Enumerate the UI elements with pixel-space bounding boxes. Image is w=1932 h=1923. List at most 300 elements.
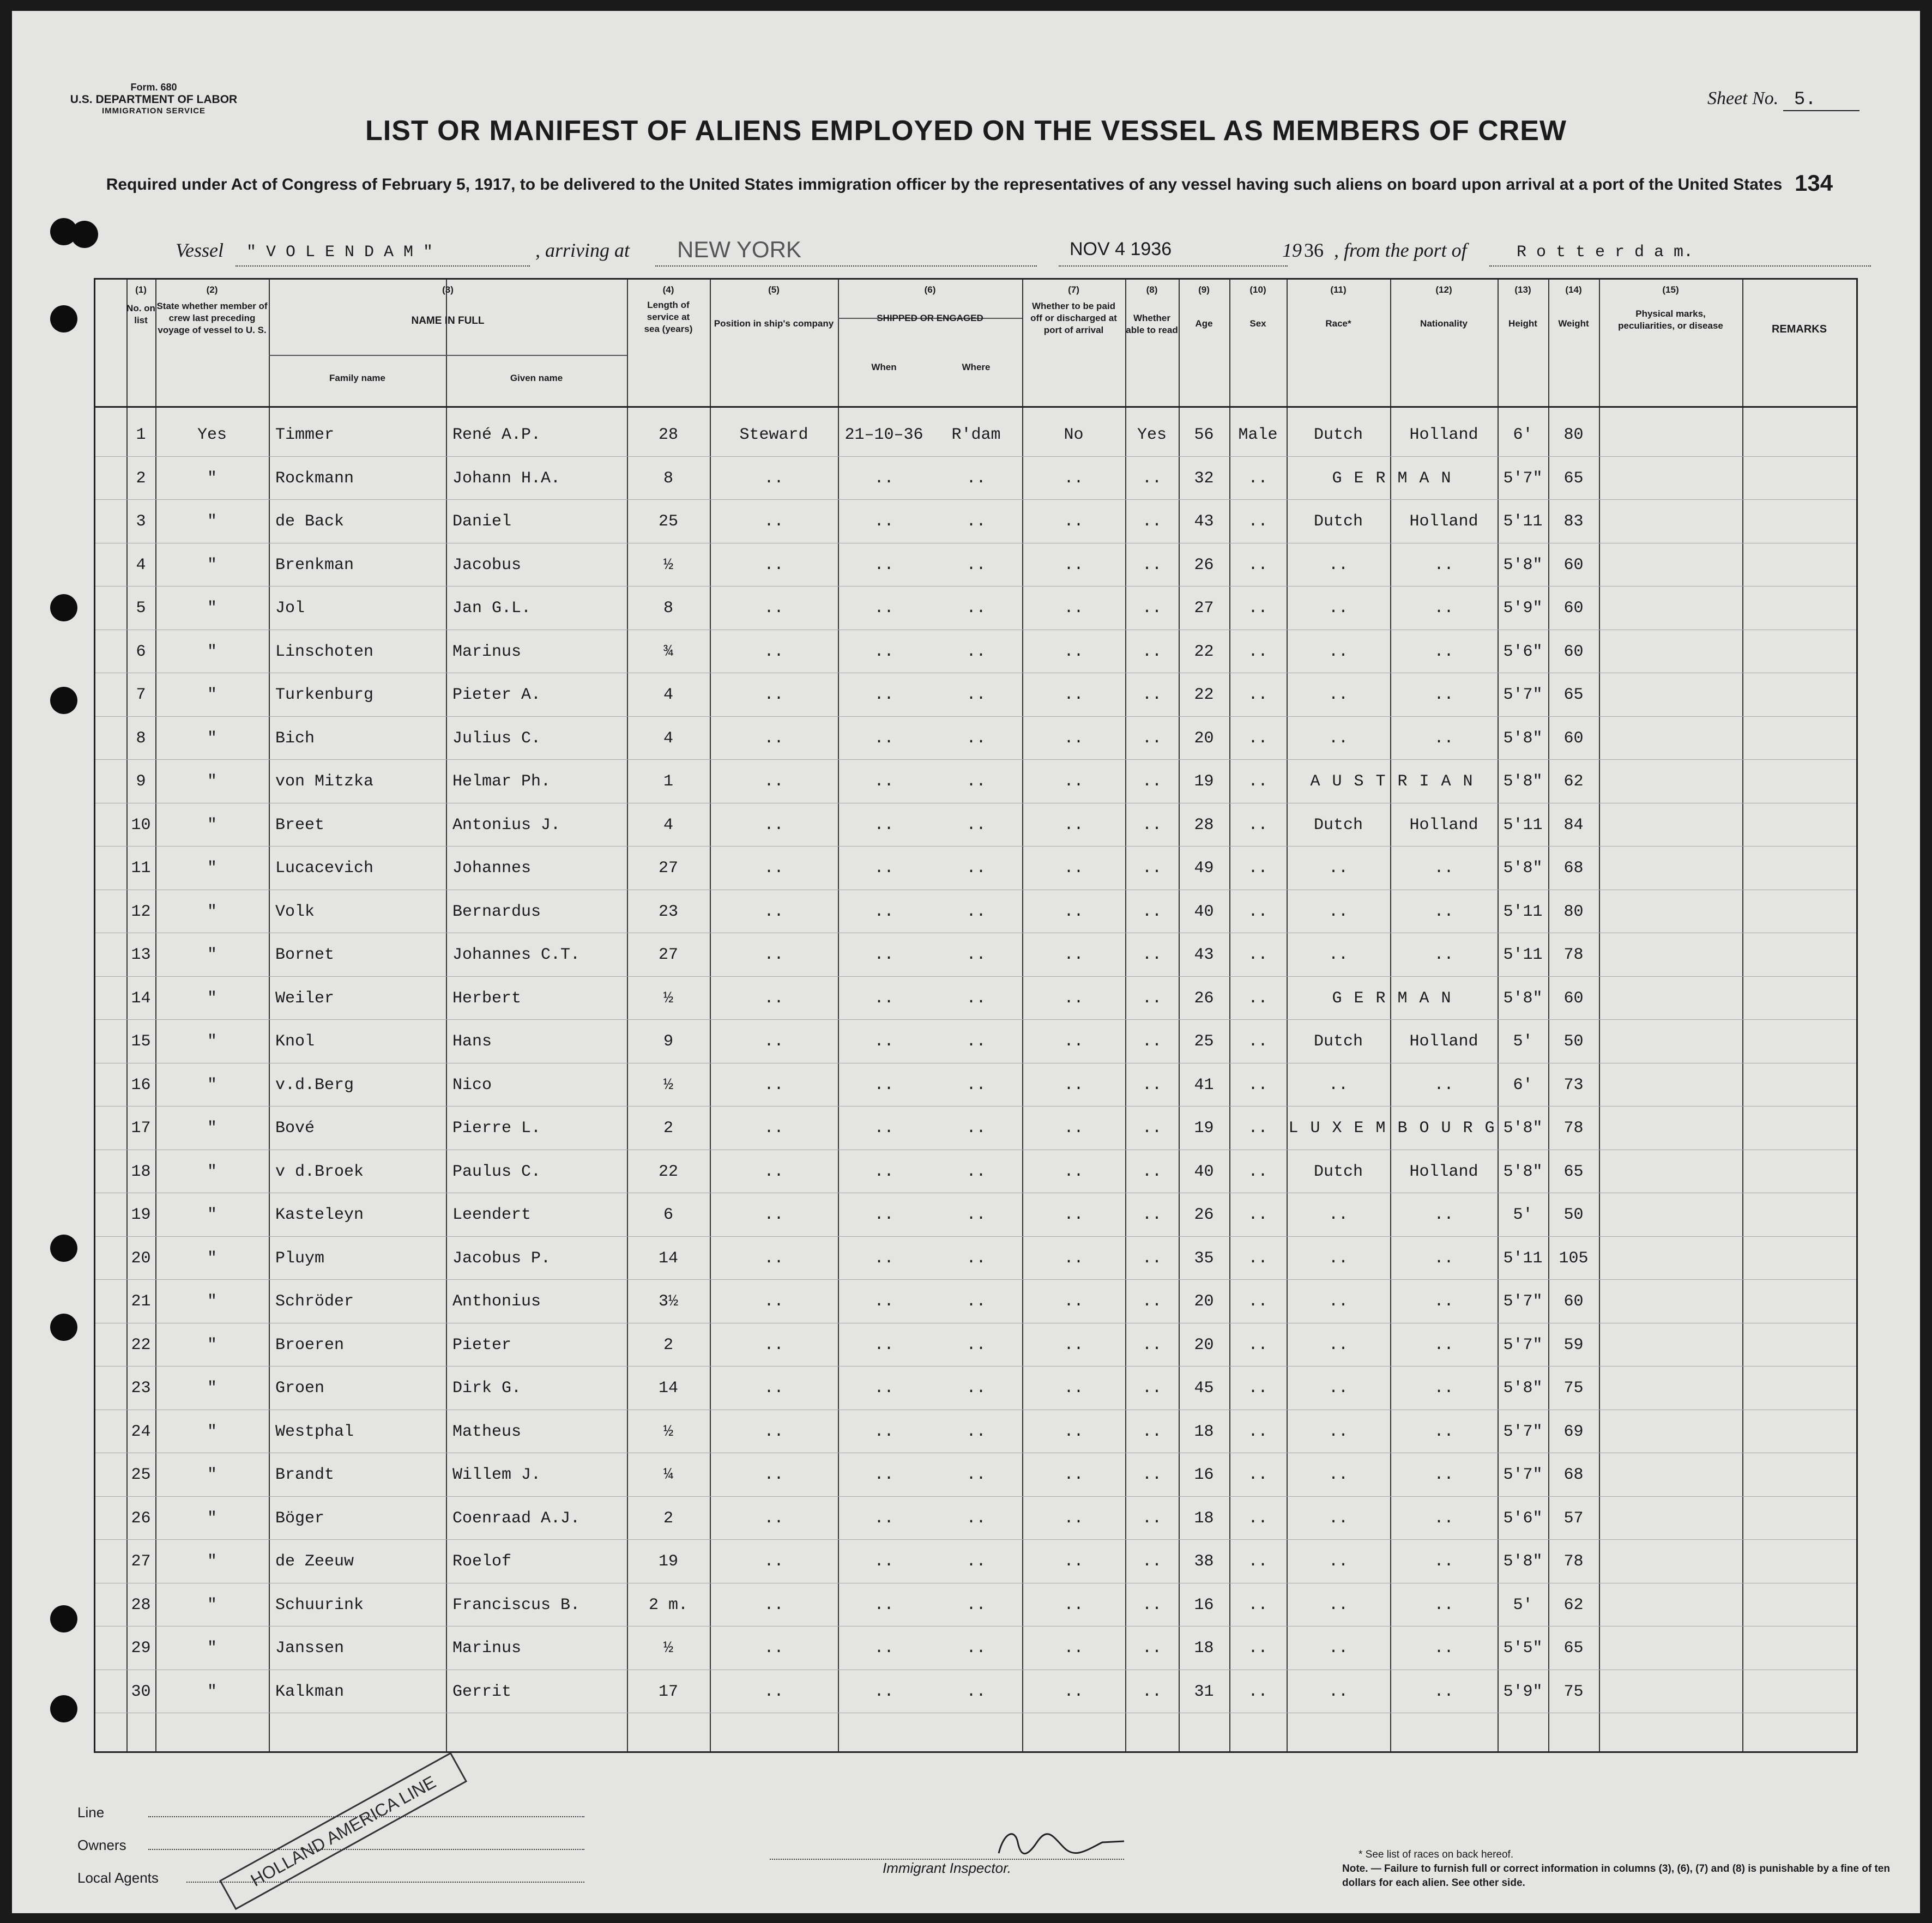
cell-read: .. xyxy=(1142,599,1162,618)
cell-where: .. xyxy=(966,1206,986,1224)
vessel-label: Vessel xyxy=(176,239,224,261)
cell-weight: 80 xyxy=(1563,426,1584,444)
cell-prev: " xyxy=(207,642,217,661)
cell-age: 40 xyxy=(1194,1162,1214,1181)
cell-read: .. xyxy=(1142,1162,1162,1181)
cell-prev: " xyxy=(207,946,217,964)
cell-race: .. xyxy=(1328,1595,1348,1614)
punch-hole xyxy=(50,1235,77,1262)
cell-where: .. xyxy=(966,989,986,1008)
cell-race: .. xyxy=(1328,1552,1348,1571)
cell-sex: .. xyxy=(1248,599,1268,618)
cell-sex: .. xyxy=(1248,555,1268,575)
cell-age: 19 xyxy=(1194,772,1214,791)
cell-family: Jol xyxy=(275,599,305,618)
cell-paid: .. xyxy=(1064,989,1084,1008)
cell-paid: .. xyxy=(1064,1552,1084,1571)
sheet-value: 5. xyxy=(1783,89,1859,111)
departure-port: R o t t e r d a m. xyxy=(1517,243,1694,262)
cell-nat: .. xyxy=(1434,599,1454,618)
cell-prev: " xyxy=(207,1335,217,1354)
cell-read: .. xyxy=(1142,1639,1162,1658)
cell-weight: 78 xyxy=(1563,1119,1584,1138)
cell-when: .. xyxy=(874,1292,894,1311)
cell-given: Daniel xyxy=(452,512,512,531)
cell-prev: " xyxy=(207,1682,217,1701)
cell-read: .. xyxy=(1142,469,1162,488)
cell-when: .. xyxy=(874,1206,894,1224)
header-given-name: Given name xyxy=(510,373,563,383)
cell-race: Dutch xyxy=(1313,426,1363,444)
cell-no: 26 xyxy=(131,1509,151,1528)
cell-sex: .. xyxy=(1248,902,1268,921)
cell-prev: Yes xyxy=(197,426,227,444)
cell-sex: .. xyxy=(1248,1292,1268,1311)
cell-paid: .. xyxy=(1064,1119,1084,1138)
cell-given: Dirk G. xyxy=(452,1379,522,1398)
cell-given: Leendert xyxy=(452,1206,532,1224)
cell-where: .. xyxy=(966,1162,986,1181)
cell-family: de Zeeuw xyxy=(275,1552,354,1571)
cell-prev: " xyxy=(207,555,217,575)
cell-no: 11 xyxy=(131,859,151,878)
cell-where: .. xyxy=(966,555,986,575)
cell-where: .. xyxy=(966,859,986,878)
cell-given: Nico xyxy=(452,1075,492,1094)
agents-field xyxy=(77,1870,159,1886)
cell-given: René A.P. xyxy=(452,426,541,444)
cell-weight: 59 xyxy=(1563,1335,1584,1354)
cell-sex: .. xyxy=(1248,1682,1268,1701)
cell-read: .. xyxy=(1142,1509,1162,1528)
date-underline xyxy=(1059,265,1288,267)
cell-no: 16 xyxy=(131,1075,151,1094)
cell-read: .. xyxy=(1142,1335,1162,1354)
cell-paid: .. xyxy=(1064,1162,1084,1181)
cell-race: .. xyxy=(1328,1206,1348,1224)
row-rule xyxy=(95,1236,1856,1237)
header-service: (4) Length of service at sea (years) xyxy=(644,285,693,334)
cell-read: .. xyxy=(1142,946,1162,964)
cell-nat: Holland xyxy=(1409,815,1478,834)
cell-family: Bové xyxy=(275,1119,315,1138)
cell-nat: .. xyxy=(1434,902,1454,921)
cell-position: .. xyxy=(764,512,784,531)
header-age: (9) Age xyxy=(1195,285,1213,329)
cell-family: Weiler xyxy=(275,989,335,1008)
document-subtitle: Required under Act of Congress of February 5, 1917, to be delivered to the United States immigration officer by the representatives of any vessel having such aliens on board upon arrival at a port of the United States xyxy=(106,176,1783,193)
cell-age: 35 xyxy=(1194,1249,1214,1268)
cell-paid: .. xyxy=(1064,512,1084,531)
header-when: When xyxy=(871,362,897,372)
cell-age: 18 xyxy=(1194,1639,1214,1658)
cell-no: 8 xyxy=(136,729,146,748)
cell-race: A U S T R I A N xyxy=(1310,772,1474,791)
cell-height: 5'8" xyxy=(1503,1119,1543,1138)
cell-where: .. xyxy=(966,1595,986,1614)
footnotes xyxy=(1342,1848,1898,1890)
cell-age: 27 xyxy=(1194,599,1214,618)
cell-family: Rockmann xyxy=(275,469,354,488)
cell-sex: .. xyxy=(1248,1162,1268,1181)
cell-sex: .. xyxy=(1248,1595,1268,1614)
cell-where: .. xyxy=(966,772,986,791)
cell-service: 2 m. xyxy=(648,1595,688,1614)
cell-read: .. xyxy=(1142,1119,1162,1138)
cell-prev: " xyxy=(207,1249,217,1268)
cell-race: .. xyxy=(1328,1509,1348,1528)
cell-sex: .. xyxy=(1248,1379,1268,1398)
cell-sex: .. xyxy=(1248,469,1268,488)
row-rule xyxy=(95,1019,1856,1020)
cell-no: 25 xyxy=(131,1466,151,1484)
cell-where: .. xyxy=(966,1639,986,1658)
cell-age: 18 xyxy=(1194,1422,1214,1441)
cell-age: 56 xyxy=(1194,426,1214,444)
cell-age: 26 xyxy=(1194,989,1214,1008)
cell-no: 23 xyxy=(131,1379,151,1398)
cell-weight: 68 xyxy=(1563,1466,1584,1484)
line-label: Line xyxy=(77,1804,105,1821)
cell-given: Franciscus B. xyxy=(452,1595,581,1614)
cell-service: ¼ xyxy=(663,1466,673,1484)
cell-where: .. xyxy=(966,599,986,618)
cell-family: Turkenburg xyxy=(275,686,374,704)
cell-service: 1 xyxy=(663,772,673,791)
cell-no: 14 xyxy=(131,989,151,1008)
cell-no: 12 xyxy=(131,902,151,921)
cell-no: 27 xyxy=(131,1552,151,1571)
cell-sex: .. xyxy=(1248,1032,1268,1051)
cell-read: .. xyxy=(1142,859,1162,878)
cell-when: .. xyxy=(874,555,894,575)
cell-prev: " xyxy=(207,1119,217,1138)
cell-prev: " xyxy=(207,1509,217,1528)
sheet-label: Sheet No. xyxy=(1707,88,1779,108)
cell-where: .. xyxy=(966,1682,986,1701)
cell-height: 5' xyxy=(1513,1032,1533,1051)
cell-position: .. xyxy=(764,1249,784,1268)
cell-no: 20 xyxy=(131,1249,151,1268)
cell-prev: " xyxy=(207,815,217,834)
cell-nat: .. xyxy=(1434,1335,1454,1354)
cell-sex: .. xyxy=(1248,1639,1268,1658)
cell-position: .. xyxy=(764,1466,784,1484)
cell-paid: .. xyxy=(1064,815,1084,834)
line-field xyxy=(77,1804,104,1821)
cell-height: 5'5" xyxy=(1503,1639,1543,1658)
cell-service: 8 xyxy=(663,469,673,488)
row-rule xyxy=(95,759,1856,760)
cell-read: .. xyxy=(1142,1682,1162,1701)
cell-family: Bornet xyxy=(275,946,335,964)
cell-race: .. xyxy=(1328,946,1348,964)
cell-height: 6' xyxy=(1513,426,1533,444)
cell-service: ½ xyxy=(663,989,673,1008)
cell-age: 22 xyxy=(1194,686,1214,704)
cell-family: Kasteleyn xyxy=(275,1206,364,1224)
cell-prev: " xyxy=(207,1379,217,1398)
cell-nat: Holland xyxy=(1409,1032,1478,1051)
cell-family: Broeren xyxy=(275,1335,345,1354)
cell-position: .. xyxy=(764,555,784,575)
cell-when: .. xyxy=(874,815,894,834)
cell-paid: .. xyxy=(1064,729,1084,748)
cell-family: Brandt xyxy=(275,1466,335,1484)
row-rule xyxy=(95,976,1856,977)
cell-weight: 78 xyxy=(1563,946,1584,964)
cell-given: Pieter xyxy=(452,1335,512,1354)
cell-sex: .. xyxy=(1248,1422,1268,1441)
cell-read: .. xyxy=(1142,642,1162,661)
cell-height: 5'11 xyxy=(1503,512,1543,531)
cell-position: .. xyxy=(764,1639,784,1658)
row-rule xyxy=(95,456,1856,457)
cell-sex: .. xyxy=(1248,1466,1268,1484)
cell-race: .. xyxy=(1328,1639,1348,1658)
cell-position: .. xyxy=(764,1682,784,1701)
cell-age: 22 xyxy=(1194,642,1214,661)
cell-read: .. xyxy=(1142,1075,1162,1094)
port-underline xyxy=(655,265,1037,267)
cell-age: 20 xyxy=(1194,1292,1214,1311)
cell-service: 17 xyxy=(658,1682,678,1701)
cell-given: Johann H.A. xyxy=(452,469,561,488)
cell-read: .. xyxy=(1142,1466,1162,1484)
cell-paid: .. xyxy=(1064,1292,1084,1311)
cell-position: .. xyxy=(764,1379,784,1398)
cell-service: 27 xyxy=(658,859,678,878)
cell-paid: .. xyxy=(1064,859,1084,878)
cell-given: Jan G.L. xyxy=(452,599,532,618)
service-name: IMMIGRATION SERVICE xyxy=(101,106,206,116)
cell-service: 19 xyxy=(658,1552,678,1571)
punch-hole xyxy=(50,687,77,714)
cell-age: 40 xyxy=(1194,902,1214,921)
from-label: , from the port of xyxy=(1334,239,1467,261)
cell-prev: " xyxy=(207,1206,217,1224)
cell-family: Groen xyxy=(275,1379,325,1398)
cell-sex: .. xyxy=(1248,989,1268,1008)
header-race: (11) Race* xyxy=(1325,285,1351,329)
cell-race: G E R M A N xyxy=(1332,469,1452,488)
cell-family: Volk xyxy=(275,902,315,921)
cell-weight: 60 xyxy=(1563,642,1584,661)
cell-weight: 84 xyxy=(1563,815,1584,834)
punch-hole xyxy=(50,1605,77,1632)
cell-given: Paulus C. xyxy=(452,1162,541,1181)
cell-read: .. xyxy=(1142,686,1162,704)
cell-when: .. xyxy=(874,1249,894,1268)
cell-age: 38 xyxy=(1194,1552,1214,1571)
cell-race: G E R M A N xyxy=(1332,989,1452,1008)
cell-when: .. xyxy=(874,1466,894,1484)
header-physical-marks: (15) Physical marks, peculiarities, or disease xyxy=(1618,285,1723,331)
cell-service: 8 xyxy=(663,599,673,618)
cell-where: R'dam xyxy=(951,426,1001,444)
cell-height: 6' xyxy=(1513,1075,1533,1094)
cell-sex: .. xyxy=(1248,642,1268,661)
punch-hole xyxy=(50,305,77,332)
cell-when: .. xyxy=(874,1075,894,1094)
cell-service: 4 xyxy=(663,815,673,834)
cell-no: 21 xyxy=(131,1292,151,1311)
punch-hole xyxy=(50,594,77,621)
cell-position: .. xyxy=(764,1119,784,1138)
header-position: (5) Position in ship's company xyxy=(714,285,834,329)
cell-weight: 60 xyxy=(1563,599,1584,618)
header-prev-voyage: (2) State whether member of crew last preceding voyage of vessel to U. S. xyxy=(156,285,268,335)
cell-paid: .. xyxy=(1064,1509,1084,1528)
cell-no: 5 xyxy=(136,599,146,618)
year-suffix: 36 xyxy=(1304,239,1324,261)
cell-race: .. xyxy=(1328,1292,1348,1311)
cell-sex: .. xyxy=(1248,686,1268,704)
row-rule xyxy=(95,499,1856,500)
cell-position: .. xyxy=(764,469,784,488)
cell-nat: .. xyxy=(1434,1379,1454,1398)
cell-sex: .. xyxy=(1248,1552,1268,1571)
cell-height: 5'7" xyxy=(1503,1422,1543,1441)
cell-race: .. xyxy=(1328,1466,1348,1484)
cell-height: 5'11 xyxy=(1503,946,1543,964)
row-rule xyxy=(95,1496,1856,1497)
vessel-underline xyxy=(236,265,530,267)
cell-when: .. xyxy=(874,1509,894,1528)
cell-height: 5'8" xyxy=(1503,1379,1543,1398)
cell-nat: Holland xyxy=(1409,512,1478,531)
form-header xyxy=(50,82,257,116)
cell-age: 26 xyxy=(1194,1206,1214,1224)
owners-label: Owners xyxy=(77,1837,126,1853)
cell-sex: .. xyxy=(1248,772,1268,791)
cell-height: 5'11 xyxy=(1503,1249,1543,1268)
cell-given: Marinus xyxy=(452,1639,522,1658)
cell-age: 18 xyxy=(1194,1509,1214,1528)
header-family-name: Family name xyxy=(329,373,385,383)
cell-where: .. xyxy=(966,1075,986,1094)
row-rule xyxy=(95,1279,1856,1280)
cell-race: .. xyxy=(1328,1422,1348,1441)
cell-given: Pierre L. xyxy=(452,1119,541,1138)
cell-no: 29 xyxy=(131,1639,151,1658)
cell-race: Dutch xyxy=(1313,1162,1363,1181)
cell-sex: .. xyxy=(1248,946,1268,964)
cell-position: .. xyxy=(764,1552,784,1571)
cell-given: Coenraad A.J. xyxy=(452,1509,581,1528)
cell-family: Schröder xyxy=(275,1292,354,1311)
cell-where: .. xyxy=(966,1335,986,1354)
cell-no: 24 xyxy=(131,1422,151,1441)
cell-when: .. xyxy=(874,1552,894,1571)
cell-paid: .. xyxy=(1064,555,1084,575)
cell-weight: 65 xyxy=(1563,1162,1584,1181)
cell-read: .. xyxy=(1142,815,1162,834)
cell-service: 6 xyxy=(663,1206,673,1224)
cell-when: .. xyxy=(874,686,894,704)
sheet-number xyxy=(1707,88,1859,111)
cell-read: .. xyxy=(1142,555,1162,575)
cell-family: Westphal xyxy=(275,1422,354,1441)
cell-height: 5'7" xyxy=(1503,1335,1543,1354)
cell-sex: .. xyxy=(1248,729,1268,748)
cell-weight: 57 xyxy=(1563,1509,1584,1528)
cell-position: .. xyxy=(764,599,784,618)
cell-when: .. xyxy=(874,859,894,878)
cell-weight: 65 xyxy=(1563,469,1584,488)
crew-table xyxy=(94,278,1858,1753)
cell-age: 49 xyxy=(1194,859,1214,878)
cell-read: .. xyxy=(1142,1552,1162,1571)
punch-hole xyxy=(50,1695,77,1722)
cell-position: Steward xyxy=(739,426,808,444)
cell-sex: .. xyxy=(1248,512,1268,531)
cell-family: v d.Broek xyxy=(275,1162,364,1181)
header-name: (3) NAME IN FULL xyxy=(411,285,485,326)
cell-nat: .. xyxy=(1434,1075,1454,1094)
cell-weight: 50 xyxy=(1563,1206,1584,1224)
cell-height: 5'11 xyxy=(1503,815,1543,834)
cell-position: .. xyxy=(764,729,784,748)
cell-nat: Holland xyxy=(1409,426,1478,444)
cell-given: Helmar Ph. xyxy=(452,772,551,791)
cell-family: Lucacevich xyxy=(275,859,374,878)
cell-paid: .. xyxy=(1064,1595,1084,1614)
cell-position: .. xyxy=(764,902,784,921)
cell-nat: .. xyxy=(1434,1682,1454,1701)
cell-race: .. xyxy=(1328,1335,1348,1354)
cell-when: .. xyxy=(874,1595,894,1614)
cell-position: .. xyxy=(764,1032,784,1051)
cell-given: Jacobus P. xyxy=(452,1249,551,1268)
cell-service: ½ xyxy=(663,555,673,575)
cell-when: .. xyxy=(874,1379,894,1398)
cell-given: Julius C. xyxy=(452,729,541,748)
cell-weight: 65 xyxy=(1563,1639,1584,1658)
cell-weight: 75 xyxy=(1563,1682,1584,1701)
cell-race: .. xyxy=(1328,686,1348,704)
cell-paid: .. xyxy=(1064,599,1084,618)
cell-race: Dutch xyxy=(1313,1032,1363,1051)
cell-position: .. xyxy=(764,1335,784,1354)
department-name: U.S. DEPARTMENT OF LABOR xyxy=(70,93,238,106)
cell-nat: Holland xyxy=(1409,1162,1478,1181)
cell-nat: .. xyxy=(1434,859,1454,878)
cell-paid: .. xyxy=(1064,946,1084,964)
cell-race: .. xyxy=(1328,1682,1348,1701)
cell-service: 2 xyxy=(663,1119,673,1138)
cell-service: ½ xyxy=(663,1639,673,1658)
document-title: LIST OR MANIFEST OF ALIENS EMPLOYED ON THE VESSEL AS MEMBERS OF CREW xyxy=(365,115,1567,147)
cell-sex: .. xyxy=(1248,1206,1268,1224)
cell-position: .. xyxy=(764,1162,784,1181)
cell-weight: 65 xyxy=(1563,686,1584,704)
cell-where: .. xyxy=(966,1466,986,1484)
cell-position: .. xyxy=(764,1075,784,1094)
cell-paid: .. xyxy=(1064,1682,1084,1701)
cell-race: Dutch xyxy=(1313,512,1363,531)
cell-where: .. xyxy=(966,815,986,834)
cell-paid: .. xyxy=(1064,1639,1084,1658)
cell-sex: .. xyxy=(1248,859,1268,878)
cell-nat: .. xyxy=(1434,729,1454,748)
cell-when: .. xyxy=(874,1639,894,1658)
cell-age: 20 xyxy=(1194,1335,1214,1354)
cell-family: Breet xyxy=(275,815,325,834)
cell-race: .. xyxy=(1328,902,1348,921)
cell-weight: 50 xyxy=(1563,1032,1584,1051)
cell-family: Bich xyxy=(275,729,315,748)
